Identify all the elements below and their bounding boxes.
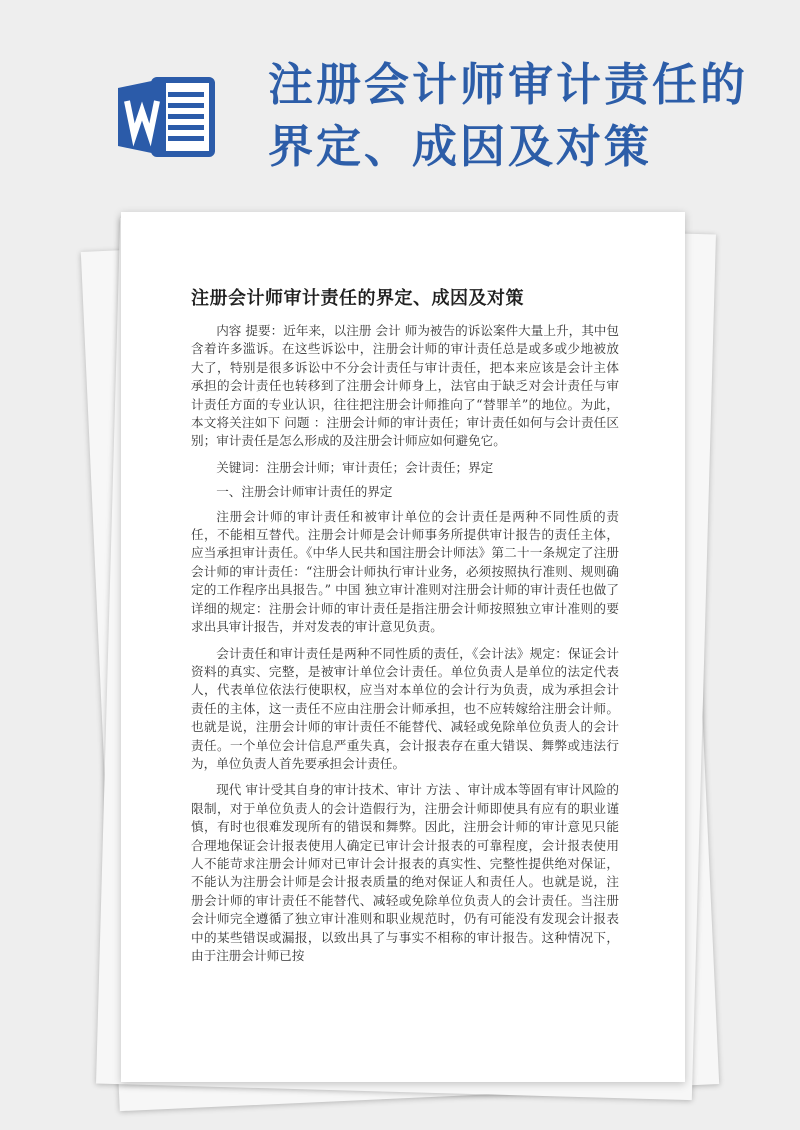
banner <box>0 0 800 200</box>
document-title: 注册会计师审计责任的界定、成因及对策 <box>191 288 524 309</box>
body-paragraph: 现代 审计受其自身的审计技术、审计 方法 、审计成本等固有审计风险的限制，对于单位负责人的会计造假行为，注册会计师即使具有应有的职业谨慎，有时也很难发现所有的错误和舞弊。因此，注册会计师的审计意见只能合理地保证会计报表使用人确定已审计会计报表的可靠程度，会计报表使用人不能苛求注册会计师对已审计会计报表的真实性、完整性提供绝对保证，不能认为注册会计师是会计报表质量的绝对保证人和责任人。也就是说，注册会计师的审计责任不能替代、减轻或免除单位负责人的会计责任。当注册会计师完全遵循了独立审计准则和职业规范时，仍有可能没有发现会计报表中的某些错误或漏报，以致出具了与事实不相称的审计报告。这种情况下，由于注册会计师已按 <box>191 782 619 963</box>
abstract-paragraph: 内容 提要：近年来，以注册 会计 师为被告的诉讼案件大量上升，其中包含着许多滥诉。在这些诉讼中，注册会计师的审计责任总是或多或少地被放大了，特别是很多诉讼中不分会计责任与审计责任，把本来应该是会计主体承担的会计责任也转移到了注册会计师身上，法官由于缺乏对会计责任与审计责任方面的专业认识，往往把注册会计师推向了“替罪羊”的地位。为此，本文将关注如下 问题 ：注册会计师的审计责任；审计责任如何与会计责任区别；审计责任是怎么形成的及注册会计师应如何避免它。 <box>191 323 619 449</box>
body-paragraph: 注册会计师的审计责任和被审计单位的会计责任是两种不同性质的责任，不能相互替代。注册会计师是会计师事务所提供审计报告的责任主体，应当承担审计责任。《中华人民共和国注册会计师法》第二十一条规定了注册会计师的审计责任：“注册会计师执行审计业务，必须按照执行准则、规则确定的工作程序出具报告。” 中国 独立审计准则对注册会计师的审计责任也做了详细的规定：注册会计师的审计责任是指注册会计师按照独立审计准则的要求出具审计报告，并对发表的审计意见负责。 <box>191 508 619 635</box>
keywords-paragraph: 关键词：注册会计师；审计责任；会计责任；界定 <box>216 459 494 475</box>
document-body <box>191 322 619 973</box>
section-heading: 一、注册会计师审计责任的界定 <box>216 484 393 500</box>
word-document-icon <box>116 74 216 160</box>
banner-title: 注册会计师审计责任的界定、成因及对策 <box>268 58 749 173</box>
document-page <box>121 212 685 1082</box>
body-paragraph: 会计责任和审计责任是两种不同性质的责任，《会计法》规定：保证会计资料的真实、完整，是被审计单位会计责任。单位负责人是单位的法定代表人，代表单位依法行使职权，应当对本单位的会计行为负责，成为承担会计责任的主体，这一责任不应由注册会计师承担，也不应转嫁给注册会计师。也就是说，注册会计师的审计责任不能替代、减轻或免除单位负责人的会计责任。一个单位会计信息严重失真，会计报表存在重大错误、舞弊或违法行为，单位负责人首先要承担会计责任。 <box>191 645 619 771</box>
